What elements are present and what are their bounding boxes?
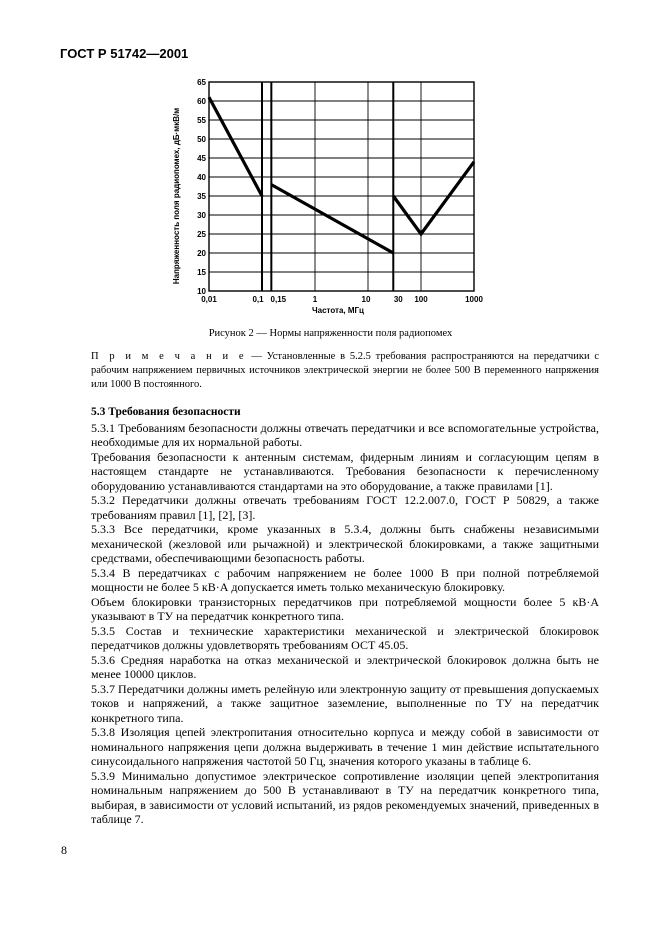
limit-series-3 — [393, 162, 474, 234]
y-tick-label: 20 — [197, 249, 206, 258]
y-tick-label: 10 — [197, 287, 206, 296]
y-axis-label: Напряженность поля радиопомех, дБ·мкВ/м — [172, 107, 181, 285]
limit-series-1 — [209, 97, 262, 196]
y-tick-label: 55 — [197, 116, 206, 125]
y-tick-label: 45 — [197, 154, 206, 163]
emission-limits-chart — [0, 0, 661, 330]
y-tick-label: 25 — [197, 230, 206, 239]
limit-series-2 — [271, 185, 393, 253]
x-tick-label: 1 — [312, 295, 318, 304]
note-lead: П р и м е ч а н и е — [91, 351, 247, 362]
chart-series — [209, 97, 474, 253]
paragraph: 5.3.5 Состав и технические характеристики механической и электрической блокировок передатчиков должны удовлетворять требованиям ОСТ 45.05. — [91, 623, 599, 652]
x-tick-label: 1000 — [465, 295, 483, 304]
paragraph: 5.3.2 Передатчики должны отвечать требованиям ГОСТ 12.2.007.0, ГОСТ Р 50829, а также требованиям правил [1], [2], [3]. — [91, 493, 599, 522]
paragraph: 5.3.7 Передатчики должны иметь релейную или электронную защиту от превышения допускаемых токов и напряжений, а также защитное заземление, выполненные по ТУ на передатчик конкретного типа. — [91, 681, 599, 725]
figure-caption: Рисунок 2 — Нормы напряженности поля радиопомех — [208, 328, 453, 339]
y-tick-label: 40 — [197, 173, 206, 182]
x-tick-label: 100 — [414, 295, 428, 304]
x-tick-label: 0,01 — [201, 295, 217, 304]
paragraph: Требования безопасности к антенным системам, фидерным линиям и согласующим цепям в настоящем стандарте не устанавливаются. Требования безопасности к перечисленному оборудованию устанавливаются стандартами на это оборудование, а также правилами [1]. — [91, 449, 599, 493]
y-tick-label: 65 — [197, 78, 206, 87]
paragraph: 5.3.8 Изоляция цепей электропитания относительно корпуса и между собой в зависимости от номинального напряжения цепи должна выдерживать в течение 1 мин действие испытательного синусоидального напряжения частотой 50 Гц, значения которого указаны в таблице 6. — [91, 725, 599, 768]
figure-note — [91, 350, 599, 393]
x-tick-label: 0,1 — [252, 295, 264, 304]
y-tick-labels — [197, 78, 206, 296]
section-body — [91, 405, 599, 827]
x-tick-labels — [201, 295, 483, 304]
y-tick-label: 30 — [197, 211, 206, 220]
page-number: 8 — [61, 843, 67, 857]
paragraph: 5.3.9 Минимально допустимое электрическое сопротивление изоляции цепей электропитания номинальным напряжением до 500 В устанавливают в ТУ на передатчик конкретного типа, выбирая, в зависимости от условий испытаний, из рядов рекомендуемых значений, приведенных в таблице 7. — [91, 768, 599, 826]
document-header: ГОСТ Р 51742—2001 — [60, 46, 189, 61]
chart-grid — [209, 82, 474, 291]
x-tick-label: 10 — [361, 295, 371, 304]
x-tick-label: 30 — [393, 295, 403, 304]
chart-frame — [209, 82, 474, 291]
note-text: — Установленные в 5.2.5 требования распространяются на передатчики с рабочим напряжением первичных источников электрической энергии не более 500 В переменного напряжения или 1000 В постоянного. — [91, 351, 599, 391]
paragraph: Объем блокировки транзисторных передатчиков при потребляемой мощности более 5 кВ·А указывают в ТУ на передатчик конкретного типа. — [91, 594, 599, 623]
y-tick-label: 35 — [197, 192, 206, 201]
paragraph: 5.3.6 Средняя наработка на отказ механической и электрической блокировок должна быть не менее 10000 циклов. — [91, 652, 599, 681]
x-axis-label: Частота, МГц — [312, 306, 364, 315]
paragraph: 5.3.3 Все передатчики, кроме указанных в 5.3.4, должны быть снабжены независимыми механической (жезловой или рычажной) и электрической блокировками, а также защитными средствами, обеспечивающими безопасность работы. — [91, 522, 599, 565]
plot-frame — [209, 82, 474, 291]
paragraph: 5.3.1 Требованиям безопасности должны отвечать передатчики и все вспомогательные устройства, необходимые для их нормальной работы. — [91, 420, 599, 449]
y-tick-label: 60 — [197, 97, 206, 106]
paragraph: 5.3.4 В передатчиках с рабочим напряжением не более 1000 В при полной потребляемой мощности не более 5 кВ·А допускается иметь только механическую блокировку. — [91, 565, 599, 594]
x-tick-label: 0,15 — [270, 295, 287, 304]
y-tick-label: 50 — [197, 135, 206, 144]
section-title: 5.3 Требования безопасности — [91, 406, 241, 418]
y-tick-label: 15 — [197, 268, 206, 277]
